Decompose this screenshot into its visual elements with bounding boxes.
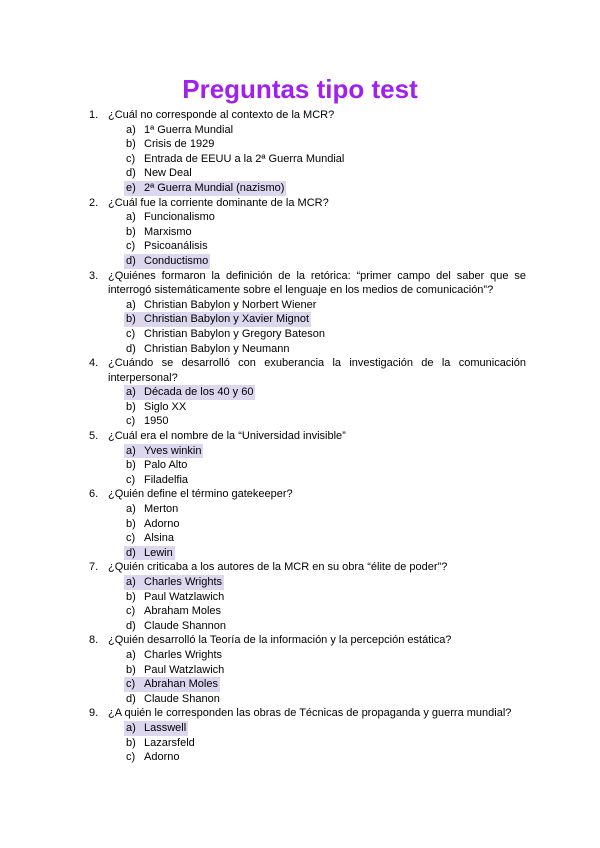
- option-letter: e): [126, 181, 136, 194]
- option-letter: b): [126, 517, 136, 530]
- option-letter: c): [126, 415, 136, 428]
- option-letter: b): [126, 459, 136, 472]
- question-item: [0, 356, 600, 429]
- option-list: [0, 502, 600, 560]
- option-text: New Deal: [144, 167, 192, 180]
- option-item-highlighted: [124, 575, 224, 590]
- option-text: Adorno: [144, 517, 180, 530]
- option-text: Merton: [144, 503, 179, 516]
- option-letter: a): [126, 123, 136, 136]
- option-text: Claude Shanon: [144, 692, 220, 705]
- option-text: Lazarsfeld: [144, 736, 195, 749]
- question-text: ¿A quién le corresponden las obras de Técnicas de propaganda y guerra mundial?: [108, 707, 512, 720]
- option-item: [0, 239, 600, 254]
- option-item: [0, 692, 600, 707]
- option-item: [0, 736, 600, 751]
- option-letter: c): [126, 605, 136, 618]
- question-item: [0, 429, 600, 487]
- page-title: Preguntas tipo test: [182, 74, 418, 104]
- option-list: [0, 298, 600, 356]
- option-letter: c): [126, 327, 136, 340]
- option-item-highlighted: [124, 444, 203, 459]
- question-item: [0, 706, 600, 764]
- option-text: Crisis de 1929: [144, 138, 215, 151]
- option-item: [0, 400, 600, 415]
- option-list: [0, 444, 600, 488]
- question-number: 7.: [89, 561, 99, 574]
- question-list: [0, 108, 600, 765]
- option-text: Funcionalismo: [144, 211, 215, 224]
- option-text: Lewin: [144, 546, 173, 559]
- question-item: [0, 196, 600, 269]
- question-number: 9.: [89, 707, 99, 720]
- question-text: ¿Cuándo se desarrolló con exuberancia la investigación de la comunicación interpersonal?: [108, 357, 526, 384]
- option-text: Abraham Moles: [144, 605, 222, 618]
- question-line: [0, 487, 600, 502]
- option-item: [0, 414, 600, 429]
- option-item: [0, 531, 600, 546]
- question-line: [0, 633, 600, 648]
- question-line: [0, 560, 600, 575]
- option-text: Psicoanálisis: [144, 240, 208, 253]
- option-item: [0, 166, 600, 181]
- question-text: ¿Quién define el término gatekeeper?: [108, 488, 293, 501]
- option-text: Lasswell: [144, 721, 187, 734]
- option-text: Paul Watzlawich: [144, 663, 225, 676]
- option-text: 1ª Guerra Mundial: [144, 123, 234, 136]
- option-text: Abrahan Moles: [144, 678, 218, 691]
- option-letter: a): [126, 444, 136, 457]
- question-line: [0, 429, 600, 444]
- option-letter: d): [126, 254, 136, 267]
- option-text: Conductismo: [144, 254, 209, 267]
- question-number: 1.: [89, 109, 99, 121]
- option-item-highlighted: [124, 546, 175, 561]
- option-item: [0, 123, 600, 138]
- question-item: [0, 487, 600, 560]
- option-text: Palo Alto: [144, 459, 188, 472]
- question-text: ¿Quiénes formaron la definición de la retórica: “primer campo del saber que se interrogó sistemáticamente sobre el lenguaje en los medios de comunicación”?: [108, 269, 526, 297]
- option-letter: a): [126, 721, 136, 734]
- option-letter: c): [126, 152, 136, 165]
- question-number: 6.: [89, 488, 99, 501]
- option-item-highlighted: [124, 312, 311, 327]
- question-text: ¿Cuál no corresponde al contexto de la MCR?: [108, 109, 335, 121]
- question-line: [0, 196, 600, 211]
- option-letter: d): [126, 167, 136, 180]
- option-letter: c): [126, 532, 136, 545]
- option-item-highlighted: [124, 254, 210, 269]
- option-text: Siglo XX: [144, 400, 187, 413]
- option-letter: c): [126, 240, 136, 253]
- option-letter: c): [126, 473, 136, 486]
- option-list: [0, 210, 600, 268]
- question-number: 5.: [89, 430, 99, 443]
- question-number: 4.: [89, 357, 99, 370]
- question-line: [0, 706, 600, 721]
- option-text: 2ª Guerra Mundial (nazismo): [144, 181, 285, 194]
- option-text: Paul Watzlawich: [144, 590, 225, 603]
- option-letter: d): [126, 619, 136, 632]
- question-item: [0, 560, 600, 633]
- question-number: 2.: [89, 196, 99, 209]
- option-text: Christian Babylon y Xavier Mignot: [144, 313, 310, 326]
- option-item: [0, 517, 600, 532]
- option-item: [0, 619, 600, 634]
- option-text: Alsina: [144, 532, 174, 545]
- option-letter: d): [126, 342, 136, 355]
- option-letter: c): [126, 678, 136, 691]
- question-line: [0, 269, 600, 298]
- question-text: ¿Cuál fue la corriente dominante de la MCR?: [108, 196, 329, 209]
- option-text: Entrada de EEUU a la 2ª Guerra Mundial: [144, 152, 345, 165]
- option-text: Claude Shannon: [144, 619, 226, 632]
- option-letter: a): [126, 386, 136, 399]
- option-item: [0, 502, 600, 517]
- question-number: 8.: [89, 634, 99, 647]
- option-text: Christian Babylon y Neumann: [144, 342, 290, 355]
- option-text: 1950: [144, 415, 169, 428]
- option-item: [0, 210, 600, 225]
- option-letter: d): [126, 692, 136, 705]
- option-text: Charles Wrights: [144, 648, 223, 661]
- option-item: [0, 152, 600, 167]
- option-list: [0, 575, 600, 633]
- option-text: Charles Wrights: [144, 576, 223, 588]
- option-item: [0, 225, 600, 240]
- option-item: [0, 590, 600, 605]
- option-letter: b): [126, 400, 136, 413]
- option-item: [0, 604, 600, 619]
- option-item-highlighted: [124, 385, 255, 400]
- option-letter: b): [126, 138, 136, 151]
- option-list: [0, 721, 600, 765]
- option-text: Christian Babylon y Gregory Bateson: [144, 327, 325, 340]
- option-text: Marxismo: [144, 225, 192, 238]
- option-item: [0, 327, 600, 342]
- option-letter: a): [126, 211, 136, 224]
- option-item: [0, 137, 600, 152]
- option-item: [0, 458, 600, 473]
- question-number: 3.: [89, 269, 99, 282]
- question-text: ¿Quién criticaba a los autores de la MCR en su obra “élite de poder”?: [108, 561, 448, 574]
- option-item-highlighted: [124, 721, 188, 736]
- option-list: [0, 385, 600, 429]
- option-list: [0, 123, 600, 196]
- option-item: [0, 750, 600, 765]
- option-letter: b): [126, 663, 136, 676]
- question-item: [0, 269, 600, 357]
- option-item: [0, 473, 600, 488]
- option-letter: b): [126, 225, 136, 238]
- option-letter: a): [126, 648, 136, 661]
- option-letter: a): [126, 576, 136, 588]
- question-item: [0, 108, 600, 196]
- option-text: Christian Babylon y Norbert Wiener: [144, 298, 317, 311]
- question-line: [0, 356, 600, 385]
- option-letter: b): [126, 590, 136, 603]
- option-list: [0, 648, 600, 706]
- question-item: [0, 633, 600, 706]
- option-text: Filadelfia: [144, 473, 189, 486]
- option-text: Adorno: [144, 751, 180, 764]
- question-line: [0, 108, 600, 123]
- question-text: ¿Quién desarrolló la Teoría de la información y la percepción estática?: [108, 634, 452, 647]
- option-item: [0, 342, 600, 357]
- option-letter: b): [126, 736, 136, 749]
- option-item-highlighted: [124, 677, 220, 692]
- option-text: Yves winkin: [144, 444, 202, 457]
- option-item: [0, 298, 600, 313]
- question-text: ¿Cuál era el nombre de la “Universidad invisible”: [108, 430, 346, 443]
- option-letter: d): [126, 546, 136, 559]
- option-letter: a): [126, 503, 136, 516]
- option-letter: b): [126, 313, 136, 326]
- option-letter: c): [126, 751, 136, 764]
- option-text: Década de los 40 y 60: [144, 386, 254, 399]
- option-item-highlighted: [124, 181, 286, 196]
- option-item: [0, 648, 600, 663]
- option-letter: a): [126, 298, 136, 311]
- option-item: [0, 663, 600, 678]
